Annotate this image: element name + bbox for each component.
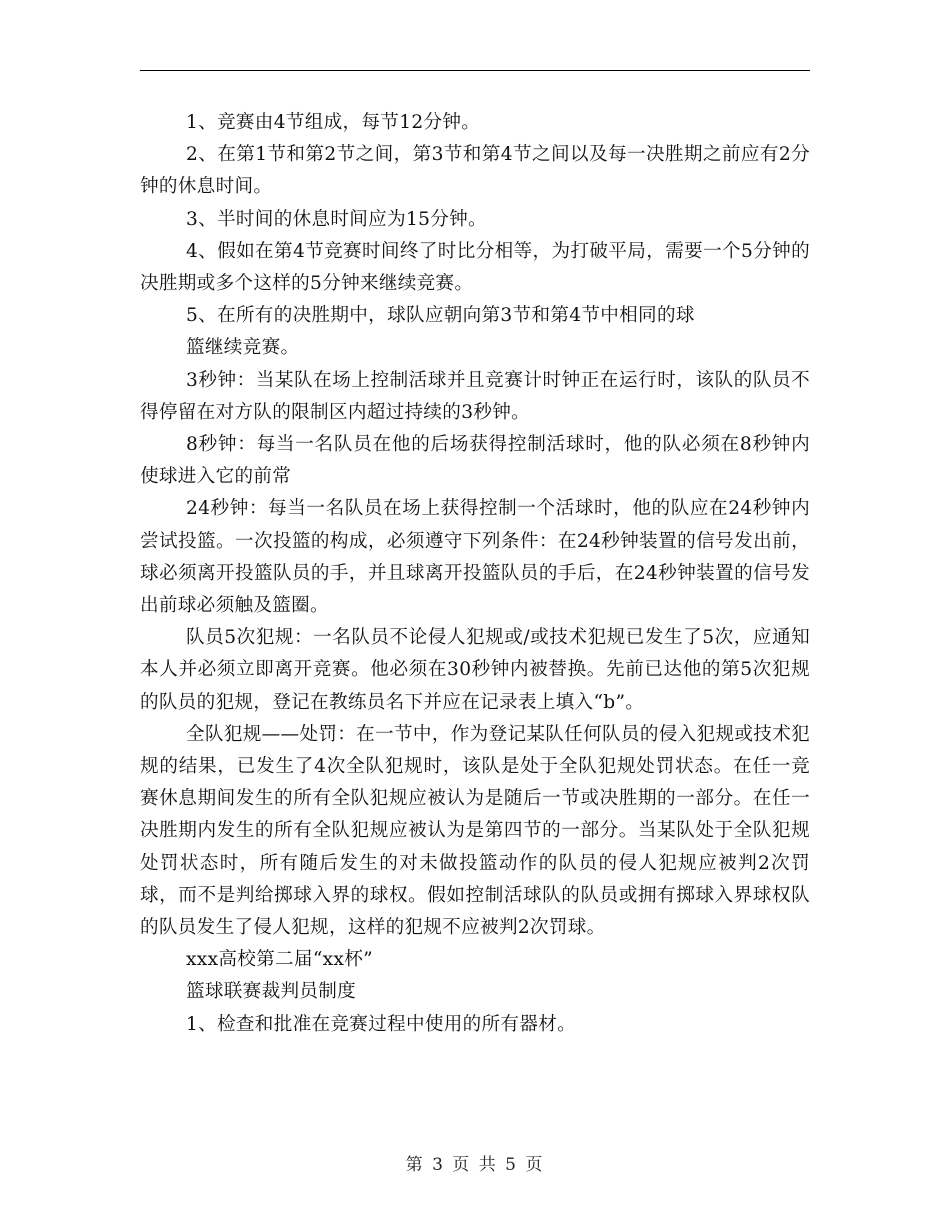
rule-overtime-basket: 5、在所有的决胜期中，球队应朝向第3节和第4节中相同的球 bbox=[186, 305, 695, 327]
header-rule bbox=[140, 70, 810, 71]
rule-team-fouls-penalty: 全队犯规——处罚：在一节中，作为登记某队任何队员的侵入犯规或技术犯规的结果，已发生了4次全队犯规时，该队是处于全队犯规处罚状态。在任一竞赛休息期间发生的所有全队犯规应被认为是随后一节或决胜期的一部分。在任一决胜期内发生的所有全队犯规应被认为是第四节的一部分。当某队处于全队犯规处罚状态时，所有随后发生的对未做投篮动作的队员的侵人犯规应被判2次罚球，而不是判给掷球入界的球权。假如控制活球队的队员或拥有掷球入界球权队的队员发生了侵人犯规，这样的犯规不应被判2次罚球。 bbox=[140, 723, 810, 939]
rule-player-5-fouls: 队员5次犯规：一名队员不论侵人犯规或/或技术犯规已发生了5次，应通知本人并必须立即离开竞赛。他必须在30秒钟内被替换。先前已达他的第5次犯规的队员的犯规，登记在教练员名下并应在记录表上填入“b”。 bbox=[140, 627, 810, 713]
rule-overtime-basket-continued: 篮继续竞赛。 bbox=[186, 337, 300, 359]
section-title-referee-system: 篮球联赛裁判员制度 bbox=[186, 981, 357, 1003]
rule-rest-between-quarters: 2、在第1节和第2节之间，第3节和第4节之间以及每一决胜期之前应有2分钟的休息时间。 bbox=[140, 144, 810, 198]
referee-duty-1: 1、检查和批准在竞赛过程中使用的所有器材。 bbox=[186, 1013, 577, 1035]
rule-3-seconds: 3秒钟：当某队在场上控制活球并且竞赛计时钟正在运行时，该队的队员不得停留在对方队的限制区内超过持续的3秒钟。 bbox=[140, 369, 810, 423]
page-footer: 第 3 页 共 5 页 bbox=[405, 1155, 545, 1175]
section-title-cup: xxx高校第二届“xx杯” bbox=[186, 949, 373, 971]
rule-24-seconds: 24秒钟：每当一名队员在场上获得控制一个活球时，他的队应在24秒钟内尝试投篮。一次投篮的构成，必须遵守下列条件：在24秒钟装置的信号发出前，球必须离开投篮队员的手，并且球离开投篮队员的手后，在24秒钟装置的信号发出前球必须触及篮圈。 bbox=[140, 498, 810, 617]
rule-8-seconds: 8秒钟：每当一名队员在他的后场获得控制活球时，他的队必须在8秒钟内使球进入它的前常 bbox=[140, 434, 810, 488]
rule-halftime: 3、半时间的休息时间应为15分钟。 bbox=[186, 208, 487, 230]
document-body bbox=[140, 107, 810, 1041]
rule-quarters: 1、竞赛由4节组成，每节12分钟。 bbox=[186, 112, 481, 133]
rule-overtime: 4、假如在第4节竞赛时间终了时比分相等，为打破平局，需要一个5分钟的决胜期或多个这样的5分钟来继续竞赛。 bbox=[140, 240, 810, 295]
